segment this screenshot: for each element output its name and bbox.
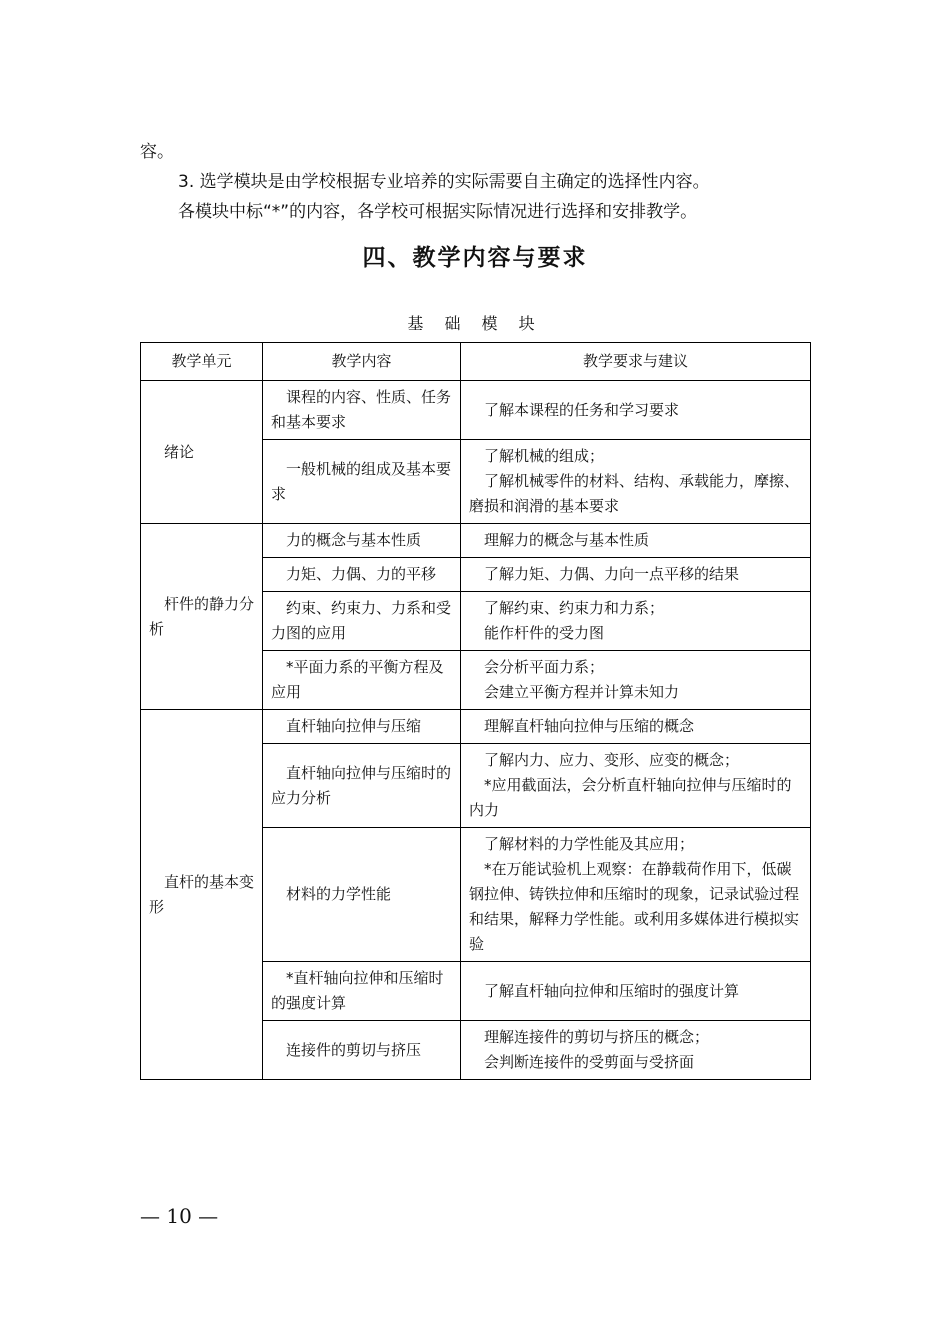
table-row	[141, 710, 811, 744]
content-text: 约束、约束力、力系和受力图的应用	[271, 599, 452, 642]
header-unit: 教学单元	[141, 343, 263, 381]
content-cell	[263, 744, 461, 828]
requirement-line: *应用截面法，会分析直杆轴向拉伸与压缩时的内力	[469, 776, 792, 819]
table-body	[141, 381, 811, 1080]
requirement-cell	[461, 710, 811, 744]
content-cell	[263, 710, 461, 744]
header-requirements: 教学要求与建议	[461, 343, 811, 381]
content-cell	[263, 651, 461, 710]
requirement-line: 会分析平面力系；	[484, 658, 605, 676]
content-text: 直杆轴向拉伸与压缩时的应力分析	[271, 763, 452, 807]
requirement-cell	[461, 651, 811, 710]
unit-name: 直杆的基本变形	[149, 872, 255, 916]
content-text: *平面力系的平衡方程及应用	[271, 658, 444, 701]
content-cell	[263, 1021, 461, 1080]
section-heading: 四、教学内容与要求	[362, 245, 588, 271]
requirement-line: 了解机械零件的材料、结构、承载能力，摩擦、磨损和润滑的基本要求	[469, 472, 800, 515]
content-cell	[263, 592, 461, 651]
requirement-line: 了解机械的组成；	[484, 447, 605, 465]
requirement-cell	[461, 592, 811, 651]
requirement-cell	[461, 1021, 811, 1080]
table-row	[141, 381, 811, 440]
content-text: 直杆轴向拉伸与压缩	[286, 717, 422, 735]
requirement-line: 了解内力、应力、变形、应变的概念；	[484, 751, 740, 769]
requirement-cell	[461, 558, 811, 592]
page-number: — 10 —	[140, 1204, 219, 1228]
requirement-line: 会判断连接件的受剪面与受挤面	[484, 1053, 695, 1071]
requirement-line: 了解约束、约束力和力系；	[484, 599, 665, 617]
requirement-line: 了解直杆轴向拉伸和压缩时的强度计算	[484, 981, 740, 1000]
curriculum-table	[140, 342, 811, 1080]
content-text: 力的概念与基本性质	[286, 531, 422, 549]
content-cell	[263, 381, 461, 440]
requirement-line: 理解连接件的剪切与挤压的概念；	[484, 1028, 710, 1046]
requirement-line: *在万能试验机上观察：在静载荷作用下，低碳钢拉伸、铸铁拉伸和压缩时的现象，记录试验过程和结果，解释力学性能。或利用多媒体进行模拟实验	[469, 860, 800, 953]
unit-cell	[141, 381, 263, 524]
table-header-row	[141, 343, 811, 381]
content-cell	[263, 558, 461, 592]
requirement-line: 了解本课程的任务和学习要求	[484, 400, 680, 419]
content-text: 材料的力学性能	[286, 885, 392, 903]
requirement-cell	[461, 440, 811, 524]
content-text: 力矩、力偶、力的平移	[286, 565, 437, 583]
content-text: 课程的内容、性质、任务和基本要求	[271, 388, 452, 431]
content-cell	[263, 440, 461, 524]
requirement-line: 能作杆件的受力图	[484, 624, 605, 642]
unit-name: 杆件的静力分析	[149, 594, 255, 638]
table-row	[141, 524, 811, 558]
intro-line-3: 各模块中标“*”的内容，各学校可根据实际情况进行选择和安排教学。	[178, 202, 698, 222]
content-cell	[263, 828, 461, 962]
unit-cell	[141, 710, 263, 1080]
requirement-cell	[461, 381, 811, 440]
content-text: 一般机械的组成及基本要求	[271, 459, 452, 503]
content-cell	[263, 962, 461, 1021]
content-text: *直杆轴向拉伸和压缩时的强度计算	[271, 969, 444, 1012]
requirement-line: 理解力的概念与基本性质	[484, 531, 650, 549]
requirement-line: 会建立平衡方程并计算未知力	[484, 683, 680, 701]
requirement-line: 了解材料的力学性能及其应用；	[484, 835, 695, 853]
content-text: 连接件的剪切与挤压	[286, 1040, 422, 1059]
requirement-line: 理解直杆轴向拉伸与压缩的概念	[484, 717, 695, 735]
content-cell	[263, 524, 461, 558]
requirement-line: 了解力矩、力偶、力向一点平移的结果	[484, 565, 740, 583]
header-content: 教学内容	[263, 343, 461, 381]
unit-cell	[141, 524, 263, 710]
intro-line-1: 容。	[140, 142, 174, 162]
table-title: 基 础 模 块	[407, 314, 543, 333]
requirement-cell	[461, 828, 811, 962]
intro-line-2: 3. 选学模块是由学校根据专业培养的实际需要自主确定的选择性内容。	[178, 172, 710, 192]
unit-name: 绪论	[164, 442, 195, 461]
requirement-cell	[461, 524, 811, 558]
requirement-cell	[461, 962, 811, 1021]
requirement-cell	[461, 744, 811, 828]
